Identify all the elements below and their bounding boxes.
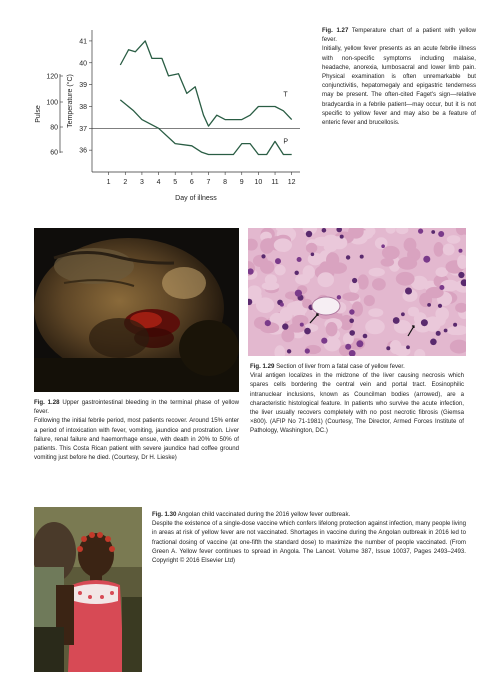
cell-nucleus: [275, 258, 281, 264]
figure-title: Upper gastrointestinal bleeding in the terminal phase of yellow fever.: [34, 399, 239, 416]
hepatocyte-cell: [352, 301, 363, 316]
hepatocyte-cell: [443, 244, 455, 256]
figure-title: Angolan child vaccinated during the 2016 yellow fever outbreak.: [177, 511, 351, 518]
figure-1-27-caption: [322, 26, 476, 127]
hepatocyte-cell: [434, 242, 444, 257]
temperature-tick-label: 41: [79, 38, 87, 46]
cell-nucleus: [295, 271, 299, 275]
figure-1-28-caption: [34, 398, 239, 462]
hepatocyte-cell: [372, 278, 386, 290]
figure-number: Fig. 1.27: [322, 27, 349, 34]
chart-svg: [32, 22, 310, 206]
cell-nucleus: [381, 244, 385, 248]
hepatocyte-cell: [326, 252, 339, 267]
cell-nucleus: [458, 272, 464, 278]
figure-number: Fig. 1.28: [34, 399, 60, 406]
figure-body: Despite the existence of a single-dose vaccine which confers lifelong protection against infection, many people living in areas at risk of yellow fever are not vaccinated. Shortages in vaccine during the Angolan outbreak in 2016 led to fractional dosing of vaccine (at one-fifth the standard dose) to maximize the number of people vaccinated. (From Green A. Yellow fever continues to spread in Angola. The Lancet. Volume 387, Issue 10037, Pages 2493–2493. Copyright © 2016 Elsevier Ltd): [152, 520, 466, 565]
figure-title: Section of liver from a fatal case of yellow fever.: [276, 363, 405, 370]
pulse-tick-label: 120: [46, 73, 58, 81]
x-tick-label: 1: [106, 179, 111, 186]
x-tick-label: 12: [287, 179, 296, 186]
hepatocyte-cell: [390, 340, 402, 354]
x-tick-label: 6: [189, 179, 194, 186]
x-tick-label: 11: [271, 179, 279, 186]
cell-nucleus: [261, 254, 265, 258]
cell-nucleus: [393, 317, 400, 324]
cell-nucleus: [356, 340, 363, 347]
hepatocyte-cell: [369, 268, 385, 277]
cell-nucleus: [438, 231, 444, 237]
cell-nucleus: [430, 339, 437, 346]
hepatocyte-cell: [398, 257, 417, 270]
gi-bleeding-photo: [34, 228, 239, 392]
hepatocyte-cell: [256, 297, 274, 313]
gi-bleeding-image: [34, 228, 239, 392]
cell-nucleus: [322, 228, 327, 233]
cell-nucleus: [406, 345, 410, 349]
hepatocyte-cell: [303, 265, 315, 279]
cell-nucleus: [453, 323, 457, 327]
hepatocyte-cell: [275, 265, 286, 276]
cell-nucleus: [265, 320, 271, 326]
pulse-tick-label: 60: [50, 149, 58, 157]
angolan-child-photo: [34, 507, 142, 672]
hepatocyte-cell: [364, 295, 375, 306]
hepatocyte-cell: [262, 282, 280, 291]
hepatocyte-cell: [368, 308, 383, 317]
cell-nucleus: [349, 330, 355, 336]
temperature-tick-label: 38: [79, 103, 87, 111]
liver-histology-image: [248, 228, 466, 356]
cell-nucleus: [305, 348, 310, 353]
hepatocyte-cell: [435, 307, 449, 321]
x-tick-label: 5: [173, 179, 178, 186]
temperature-tick-label: 36: [79, 147, 87, 155]
figure-number: Fig. 1.29: [250, 363, 275, 370]
cell-nucleus: [345, 344, 351, 350]
cell-nucleus: [346, 255, 350, 259]
hepatocyte-cell: [317, 272, 334, 287]
hepatocyte-cell: [287, 302, 298, 312]
temperature-axis-title: Temperature (°C): [67, 74, 74, 128]
cell-nucleus: [423, 256, 430, 263]
cell-nucleus: [363, 334, 368, 339]
cell-nucleus: [431, 230, 435, 234]
cell-nucleus: [297, 257, 302, 262]
cell-nucleus: [401, 312, 405, 316]
cell-nucleus: [337, 295, 341, 299]
cell-nucleus: [360, 255, 364, 259]
figure-number: Fig. 1.30: [152, 511, 177, 518]
cell-nucleus: [304, 328, 311, 335]
hepatocyte-cell: [332, 236, 348, 249]
hepatocyte-cell: [281, 329, 294, 343]
cell-nucleus: [436, 331, 441, 336]
hepatocyte-cell: [365, 319, 385, 334]
temperature-chart: [32, 22, 310, 206]
cell-nucleus: [459, 249, 463, 253]
hepatocyte-cell: [382, 246, 400, 260]
cell-nucleus: [352, 278, 357, 283]
temperature-tick-label: 37: [79, 125, 87, 133]
x-tick-label: 9: [239, 179, 244, 186]
x-tick-label: 10: [254, 179, 263, 186]
hepatocyte-cell: [396, 272, 415, 286]
cell-nucleus: [418, 229, 423, 234]
x-tick-label: 8: [223, 179, 228, 186]
figure-1-29-caption: [250, 362, 464, 436]
x-axis-title: Day of illness: [175, 195, 217, 202]
series-t-label: T: [283, 91, 288, 99]
cell-nucleus: [439, 285, 444, 290]
figure-body: Initially, yellow fever presents as an acute febrile illness with non-specific symptoms including malaise, headache, anorexia, lumbosacral and lower limb pain. Physical examination is often unremarkable but conjunctivitis, hepatomegaly and epigastric tenderness may be present. The often-cited Faget's sign—relative bradycardia in a febrile patient—may occur, but it is not specific to yellow fever and may also be a feature of enteric fever and brucellosis.: [322, 45, 476, 127]
cell-nucleus: [421, 319, 428, 326]
pulse-axis-title: Pulse: [35, 105, 42, 123]
liver-histology-photo: [248, 228, 466, 356]
cell-nucleus: [311, 253, 315, 257]
x-tick-label: 7: [206, 179, 211, 186]
pulse-tick-label: 100: [46, 99, 58, 107]
cell-nucleus: [306, 231, 312, 237]
series-t-line: [120, 41, 291, 126]
cell-nucleus: [295, 290, 302, 297]
cell-nucleus: [405, 288, 412, 295]
hepatocyte-cell: [342, 292, 359, 301]
hepatocyte-cell: [308, 253, 323, 266]
angolan-child-image: [34, 507, 142, 672]
cell-nucleus: [282, 323, 288, 329]
cell-nucleus: [287, 349, 291, 353]
series-p-line: [120, 100, 291, 155]
hepatocyte-cell: [253, 255, 268, 267]
cell-nucleus: [386, 346, 390, 350]
hepatocyte-cell: [358, 274, 369, 289]
figure-1-30-caption: [152, 510, 466, 565]
hepatocyte-cell: [447, 235, 461, 244]
pulse-tick-label: 80: [50, 124, 58, 132]
cell-nucleus: [340, 235, 344, 239]
cell-nucleus: [300, 323, 304, 327]
cell-nucleus: [280, 303, 284, 307]
cell-nucleus: [349, 309, 354, 314]
figure-body: Following the initial febrile period, most patients recover. Around 15% enter a period of intoxication with fever, vomiting, jaundice and prostration. Liver failure, renal failure and haemorrhage ensue, with death in 20% to 50% of patients. This Costa Rican patient with severe jaundice had coffee ground vomiting just before he died. (Courtesy, Dr H. Lieske): [34, 417, 239, 462]
hepatocyte-cell: [274, 238, 292, 251]
figure-title: Temperature chart of a patient with yellow fever.: [322, 27, 476, 44]
cell-nucleus: [438, 304, 442, 308]
temperature-tick-label: 39: [79, 82, 87, 90]
cell-nucleus: [321, 338, 327, 344]
figure-body: Viral antigen localizes in the midzone of the liver causing necrosis which spares cells bordering the central vein and portal tract. Eosinophilic intranuclear inclusions, known as Councilman bodies (arrowed), are a characteristic histological feature. In patients who survive the acute infection, the liver usually recovers completely with no post necrotic fibrosis (Giemsa ×800). (AFIP No 71-1981) (Courtesy, The Director, Armed Forces Institute of Pathology, Washington, DC.): [250, 372, 464, 435]
x-tick-label: 3: [139, 179, 144, 186]
hepatocyte-cell: [306, 243, 317, 253]
cell-nucleus: [427, 303, 431, 307]
cell-nucleus: [444, 329, 448, 333]
series-p-label: P: [283, 138, 289, 146]
hepatocyte-cell: [326, 322, 338, 336]
temperature-tick-label: 40: [79, 60, 87, 68]
x-tick-label: 4: [156, 179, 161, 186]
x-tick-label: 2: [123, 179, 128, 186]
cell-nucleus: [349, 319, 354, 324]
